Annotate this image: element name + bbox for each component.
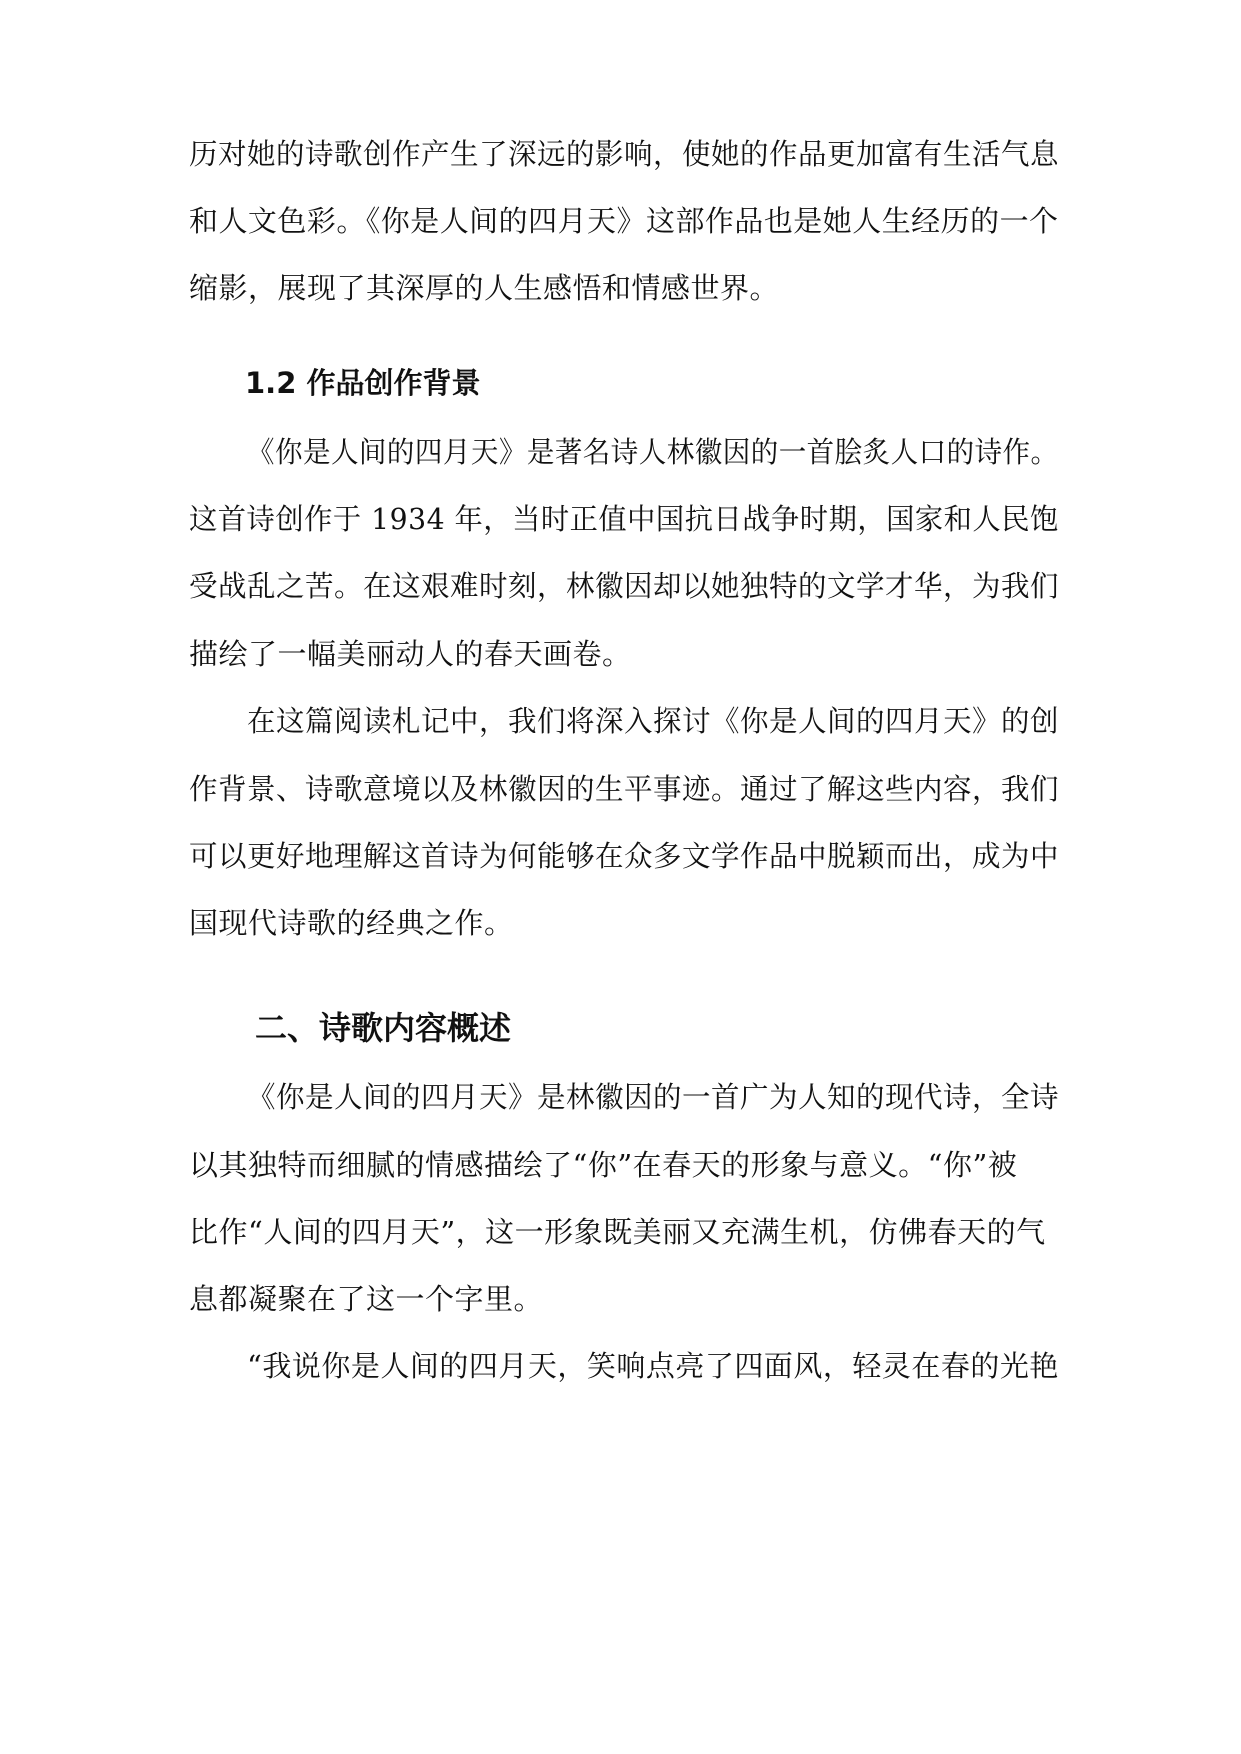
body-text-line: 可以更好地理解这首诗为何能够在众多文学作品中脱颖而出，成为中 xyxy=(189,839,1060,873)
body-text-line: 《你是人间的四月天》是著名诗人林徽因的一首脍炙人口的诗作。 xyxy=(247,435,1059,469)
section-heading-1-2: 1.2 作品创作背景 xyxy=(245,366,481,400)
section-heading-2: 二、诗歌内容概述 xyxy=(255,1009,512,1047)
body-text-line: 描绘了一幅美丽动人的春天画卷。 xyxy=(189,637,632,671)
body-text-line: 在这篇阅读札记中，我们将深入探讨《你是人间的四月天》的创 xyxy=(247,704,1060,738)
body-text-line: 息都凝聚在了这一个字里。 xyxy=(189,1282,544,1316)
body-text-line: 和人文色彩。《你是人间的四月天》这部作品也是她人生经历的一个 xyxy=(189,204,1059,238)
body-text-line: 历对她的诗歌创作产生了深远的影响，使她的作品更加富有生活气息 xyxy=(189,137,1060,171)
body-text-line: 比作“人间的四月天”，这一形象既美丽又充满生机，仿佛春天的气 xyxy=(189,1215,1046,1249)
body-text-line: 以其独特而细腻的情感描绘了“你”在春天的形象与意义。“你”被 xyxy=(189,1148,1018,1182)
body-text-line: 受战乱之苦。在这艰难时刻，林徽因却以她独特的文学才华，为我们 xyxy=(189,569,1060,603)
body-text-line: 《你是人间的四月天》是林徽因的一首广为人知的现代诗，全诗 xyxy=(247,1080,1060,1114)
body-text-line: 缩影，展现了其深厚的人生感悟和情感世界。 xyxy=(189,271,780,305)
body-text-line: 作背景、诗歌意境以及林徽因的生平事迹。通过了解这些内容，我们 xyxy=(189,772,1060,806)
body-text-line: “我说你是人间的四月天，笑响点亮了四面风，轻灵在春的光艳 xyxy=(247,1349,1059,1383)
body-text-line: 国现代诗歌的经典之作。 xyxy=(189,906,514,940)
body-text-line: 这首诗创作于 1934 年，当时正值中国抗日战争时期，国家和人民饱 xyxy=(189,502,1059,536)
